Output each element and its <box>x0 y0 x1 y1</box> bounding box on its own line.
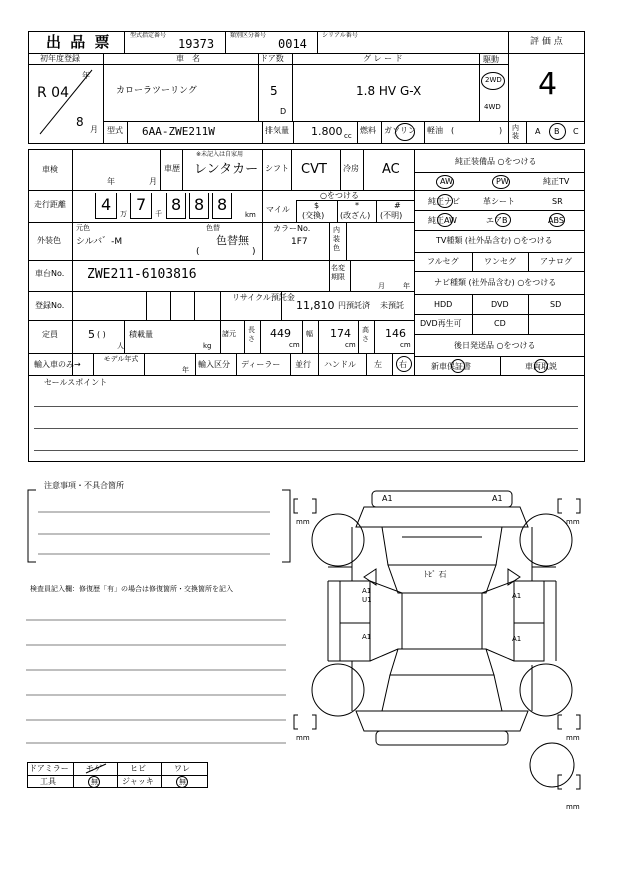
reg-month: 8 <box>76 115 84 129</box>
displacement-label: 排気量 <box>265 126 289 135</box>
ac-label: 冷房 <box>343 164 359 173</box>
navi-type-title: ナビ種類 (社外品含む) ○をつける <box>434 278 557 287</box>
model-type-label: 型式 <box>107 126 123 135</box>
dims-label: 諸元 <box>222 330 236 338</box>
mile-label: マイル <box>266 205 290 214</box>
exterior-color: シルバ゛-M <box>76 237 123 247</box>
car-name-label: 車 名 <box>176 54 200 63</box>
damage-u1-left-front-door: U1 <box>362 596 372 604</box>
tool-label: 工具 <box>40 777 56 786</box>
history-label: 車歴 <box>164 164 180 173</box>
model-cert-label: 型式指定番号 <box>130 32 167 39</box>
interior-b: B <box>554 127 560 136</box>
tool-value: 無 <box>91 778 98 786</box>
handle-left: 左 <box>374 360 382 369</box>
recycle-amount: 11,810 <box>296 299 335 312</box>
handle-label: ハンドル <box>324 360 356 369</box>
unknown-sub: (不明) <box>380 211 403 220</box>
chassis-label: 車台No. <box>35 269 65 278</box>
fuel-circle-mark <box>395 123 415 141</box>
damage-a1-front-right: A1 <box>492 494 503 503</box>
evaluation-score: 4 <box>538 67 558 102</box>
notes-bracket <box>24 486 294 566</box>
displacement-unit: cc <box>344 132 352 140</box>
displacement: 1.800 <box>311 125 343 138</box>
expiry-day-unit: 年 <box>403 282 410 290</box>
height-label: 高さ <box>362 326 369 343</box>
history-value: レンタカー <box>194 162 259 177</box>
height-value: 146 <box>385 327 406 340</box>
import-parallel: 並行 <box>295 360 311 369</box>
km-unit: km <box>245 211 256 219</box>
inspection-month-unit: 月 <box>149 177 157 186</box>
year-unit: 年 <box>82 71 90 80</box>
fuel-gasoline: ガソリン <box>384 126 416 135</box>
mileage-digit: 8 <box>171 195 182 214</box>
notes-label: 注意事項・不具合箇所 <box>44 481 124 490</box>
damage-a1-right-front-door: A1 <box>512 592 522 600</box>
interior-a: A <box>535 127 541 136</box>
handle-circle-mark <box>396 356 412 372</box>
damage-a1-right-rear-door: A1 <box>512 635 522 643</box>
width-unit: cm <box>345 341 356 349</box>
recycle-unit: 円預託済 <box>338 301 370 310</box>
shift-value: CVT <box>301 162 327 177</box>
tire-mm-fr: mm <box>566 518 580 526</box>
model-year-label: モデル年式 <box>103 355 139 363</box>
score-label: 評 価 点 <box>530 37 563 47</box>
shift-label: シフト <box>265 164 289 173</box>
length-unit: cm <box>289 341 300 349</box>
navi-dvd: DVD <box>491 300 509 309</box>
load-unit: kg <box>203 342 212 350</box>
month-unit: 月 <box>90 125 98 134</box>
width-value: 174 <box>330 327 351 340</box>
genuine-equipment-title: 純正装備品 ○をつける <box>455 157 537 166</box>
door-sub: D <box>280 107 287 116</box>
tire-mm-rl: mm <box>296 734 310 742</box>
recycle-label: リサイクル預託金 <box>232 293 295 302</box>
ext-color-label: 外装色 <box>37 236 61 245</box>
int-color-label: 内装色 <box>333 226 340 252</box>
equip-sr: SR <box>552 197 563 206</box>
damage-a1-front-left: A1 <box>382 494 393 503</box>
handle-right: 右 <box>399 360 407 369</box>
doors-label: ドア数 <box>260 54 284 63</box>
equip-aw: AW <box>440 177 453 186</box>
color-number: 1F7 <box>291 237 308 247</box>
jack-label: ジャッキ <box>122 777 154 786</box>
tampered-label: * <box>355 201 359 210</box>
equip-pw: PW <box>496 177 509 186</box>
tampered-sub: (改ざん) <box>340 211 371 220</box>
not-deposited: 未預託 <box>380 301 404 310</box>
mileage-digit: 7 <box>136 195 147 214</box>
tire-mm-fl: mm <box>296 518 310 526</box>
equip-abs: ABS <box>548 216 564 225</box>
navi-cd: CD <box>494 319 506 328</box>
jack-value: 無 <box>179 778 186 786</box>
mileage-digit: 8 <box>194 195 205 214</box>
drive-2wd: 2WD <box>485 76 502 84</box>
grade-label: グ レ ー ド <box>363 54 403 63</box>
width-label: 幅 <box>306 330 313 338</box>
interior-circle-mark <box>549 123 566 140</box>
fuel-paren-close: ) <box>499 126 503 135</box>
interior-c: C <box>573 127 579 136</box>
length-value: 449 <box>270 327 291 340</box>
grade: 1.8 HV G-X <box>356 84 422 98</box>
ac-value: AC <box>382 162 400 177</box>
length-label: 長さ <box>248 326 255 343</box>
sen-unit: 千 <box>155 210 162 218</box>
serial-label: シリアル番号 <box>322 32 358 39</box>
inspector-lines <box>24 600 294 750</box>
tv-type-title: TV種類 (社外品含む) ○をつける <box>436 236 553 245</box>
tire-mm-rr: mm <box>566 734 580 742</box>
mirror-moge: モゲ <box>86 764 102 773</box>
page-title: 出 品 票 <box>46 33 112 51</box>
tv-fullseg: フルセグ <box>427 257 459 266</box>
model-cert-number: 19373 <box>178 37 215 51</box>
tire-mm-spare: mm <box>566 803 580 811</box>
car-name: カローラツーリング <box>116 86 197 96</box>
mileage-circle-note: ○をつける <box>320 191 359 200</box>
inspection-year-unit: 年 <box>107 177 115 186</box>
damage-a1-left-rear-door: A1 <box>362 633 372 641</box>
repaint-label: 色替 <box>206 224 220 232</box>
unknown-label: # <box>394 201 401 210</box>
capacity-unit: 人 <box>117 342 124 350</box>
later-manual: 車両取説 <box>525 362 557 371</box>
sales-point-label: セールスポイント <box>44 378 108 387</box>
capacity-paren: ( ) <box>97 330 106 339</box>
equip-genuine-aw: 純正AW <box>428 216 457 225</box>
later-shipment-title: 後日発送品 ○をつける <box>454 341 536 350</box>
mileage-digit: 8 <box>217 195 228 214</box>
model-type: 6AA-ZWE211W <box>142 125 215 138</box>
navi-sd: SD <box>550 300 562 309</box>
fuel-paren-open: ( <box>451 126 455 135</box>
equip-genuine-navi: 純正ナビ <box>428 197 460 206</box>
equip-genuine-tv: 純正TV <box>543 177 570 186</box>
tv-oneseg: ワンセグ <box>484 257 516 266</box>
tv-analog: アナログ <box>540 257 572 266</box>
drive-label: 駆動 <box>483 55 499 64</box>
capacity-label: 定員 <box>42 330 58 339</box>
damage-a1-left-front-door: A1 <box>362 587 372 595</box>
mileage-label: 走行距離 <box>34 200 66 209</box>
capacity: 5 <box>88 328 95 341</box>
chassis-number: ZWE211-6103816 <box>87 267 197 282</box>
fuel-label: 燃料 <box>360 126 376 135</box>
car-diagram <box>290 485 590 805</box>
import-label: 輸入車のみ→ <box>34 360 81 369</box>
later-warranty: 新車保証書 <box>431 362 471 371</box>
load-label: 積載量 <box>129 330 153 339</box>
import-dealer: ディーラー <box>241 360 281 369</box>
equip-airbag: エアB <box>486 216 508 225</box>
first-reg-label: 初年度登録 <box>40 54 80 63</box>
expiry-month-unit: 月 <box>378 282 385 290</box>
reg-no-label: 登録No. <box>35 301 65 310</box>
inspector-label: 検査員記入欄：修復歴「有」の場合は修復箇所・交換箇所を記入 <box>30 585 233 593</box>
height-unit: cm <box>400 341 411 349</box>
mileage-digit: 4 <box>101 195 112 214</box>
history-note: ※未記入は自家用 <box>196 151 244 158</box>
repaint-paren-open: ( <box>196 247 200 257</box>
equip-leather: 革シート <box>483 197 515 206</box>
navi-dvd-play: DVD再生可 <box>420 319 462 328</box>
inspection-label: 車検 <box>42 165 58 174</box>
ext-color-sub: 元色 <box>76 224 90 232</box>
door-mirror-label: ドアミラー <box>29 764 69 773</box>
repaint-value: 色替無 <box>216 234 249 247</box>
mirror-ware: ワレ <box>174 764 190 773</box>
damage-windshield: ﾄﾋﾞ 石 <box>424 570 447 579</box>
model-year-unit: 年 <box>182 366 189 374</box>
plate-expiry-label: 名変期限 <box>331 264 345 281</box>
fuel-diesel: 軽油 <box>427 126 443 135</box>
exchange-sub: (交換) <box>302 211 325 220</box>
class-number: 0014 <box>278 37 307 51</box>
mirror-strike-mark <box>84 762 108 775</box>
reg-year: R 04 <box>37 85 69 101</box>
import-class-label: 輸入区分 <box>198 360 230 369</box>
repaint-paren-close: ) <box>252 247 256 257</box>
class-number-label: 類別区分番号 <box>230 32 267 39</box>
door-count: 5 <box>270 84 278 98</box>
man-unit: 万 <box>120 210 127 218</box>
exchange-label: $ <box>314 201 320 210</box>
mirror-hibi: ヒビ <box>130 764 146 773</box>
navi-hdd: HDD <box>434 300 453 309</box>
color-no-label: カラーNo. <box>273 224 311 233</box>
interior-label: 内装 <box>512 124 519 140</box>
drive-4wd: 4WD <box>484 103 501 111</box>
